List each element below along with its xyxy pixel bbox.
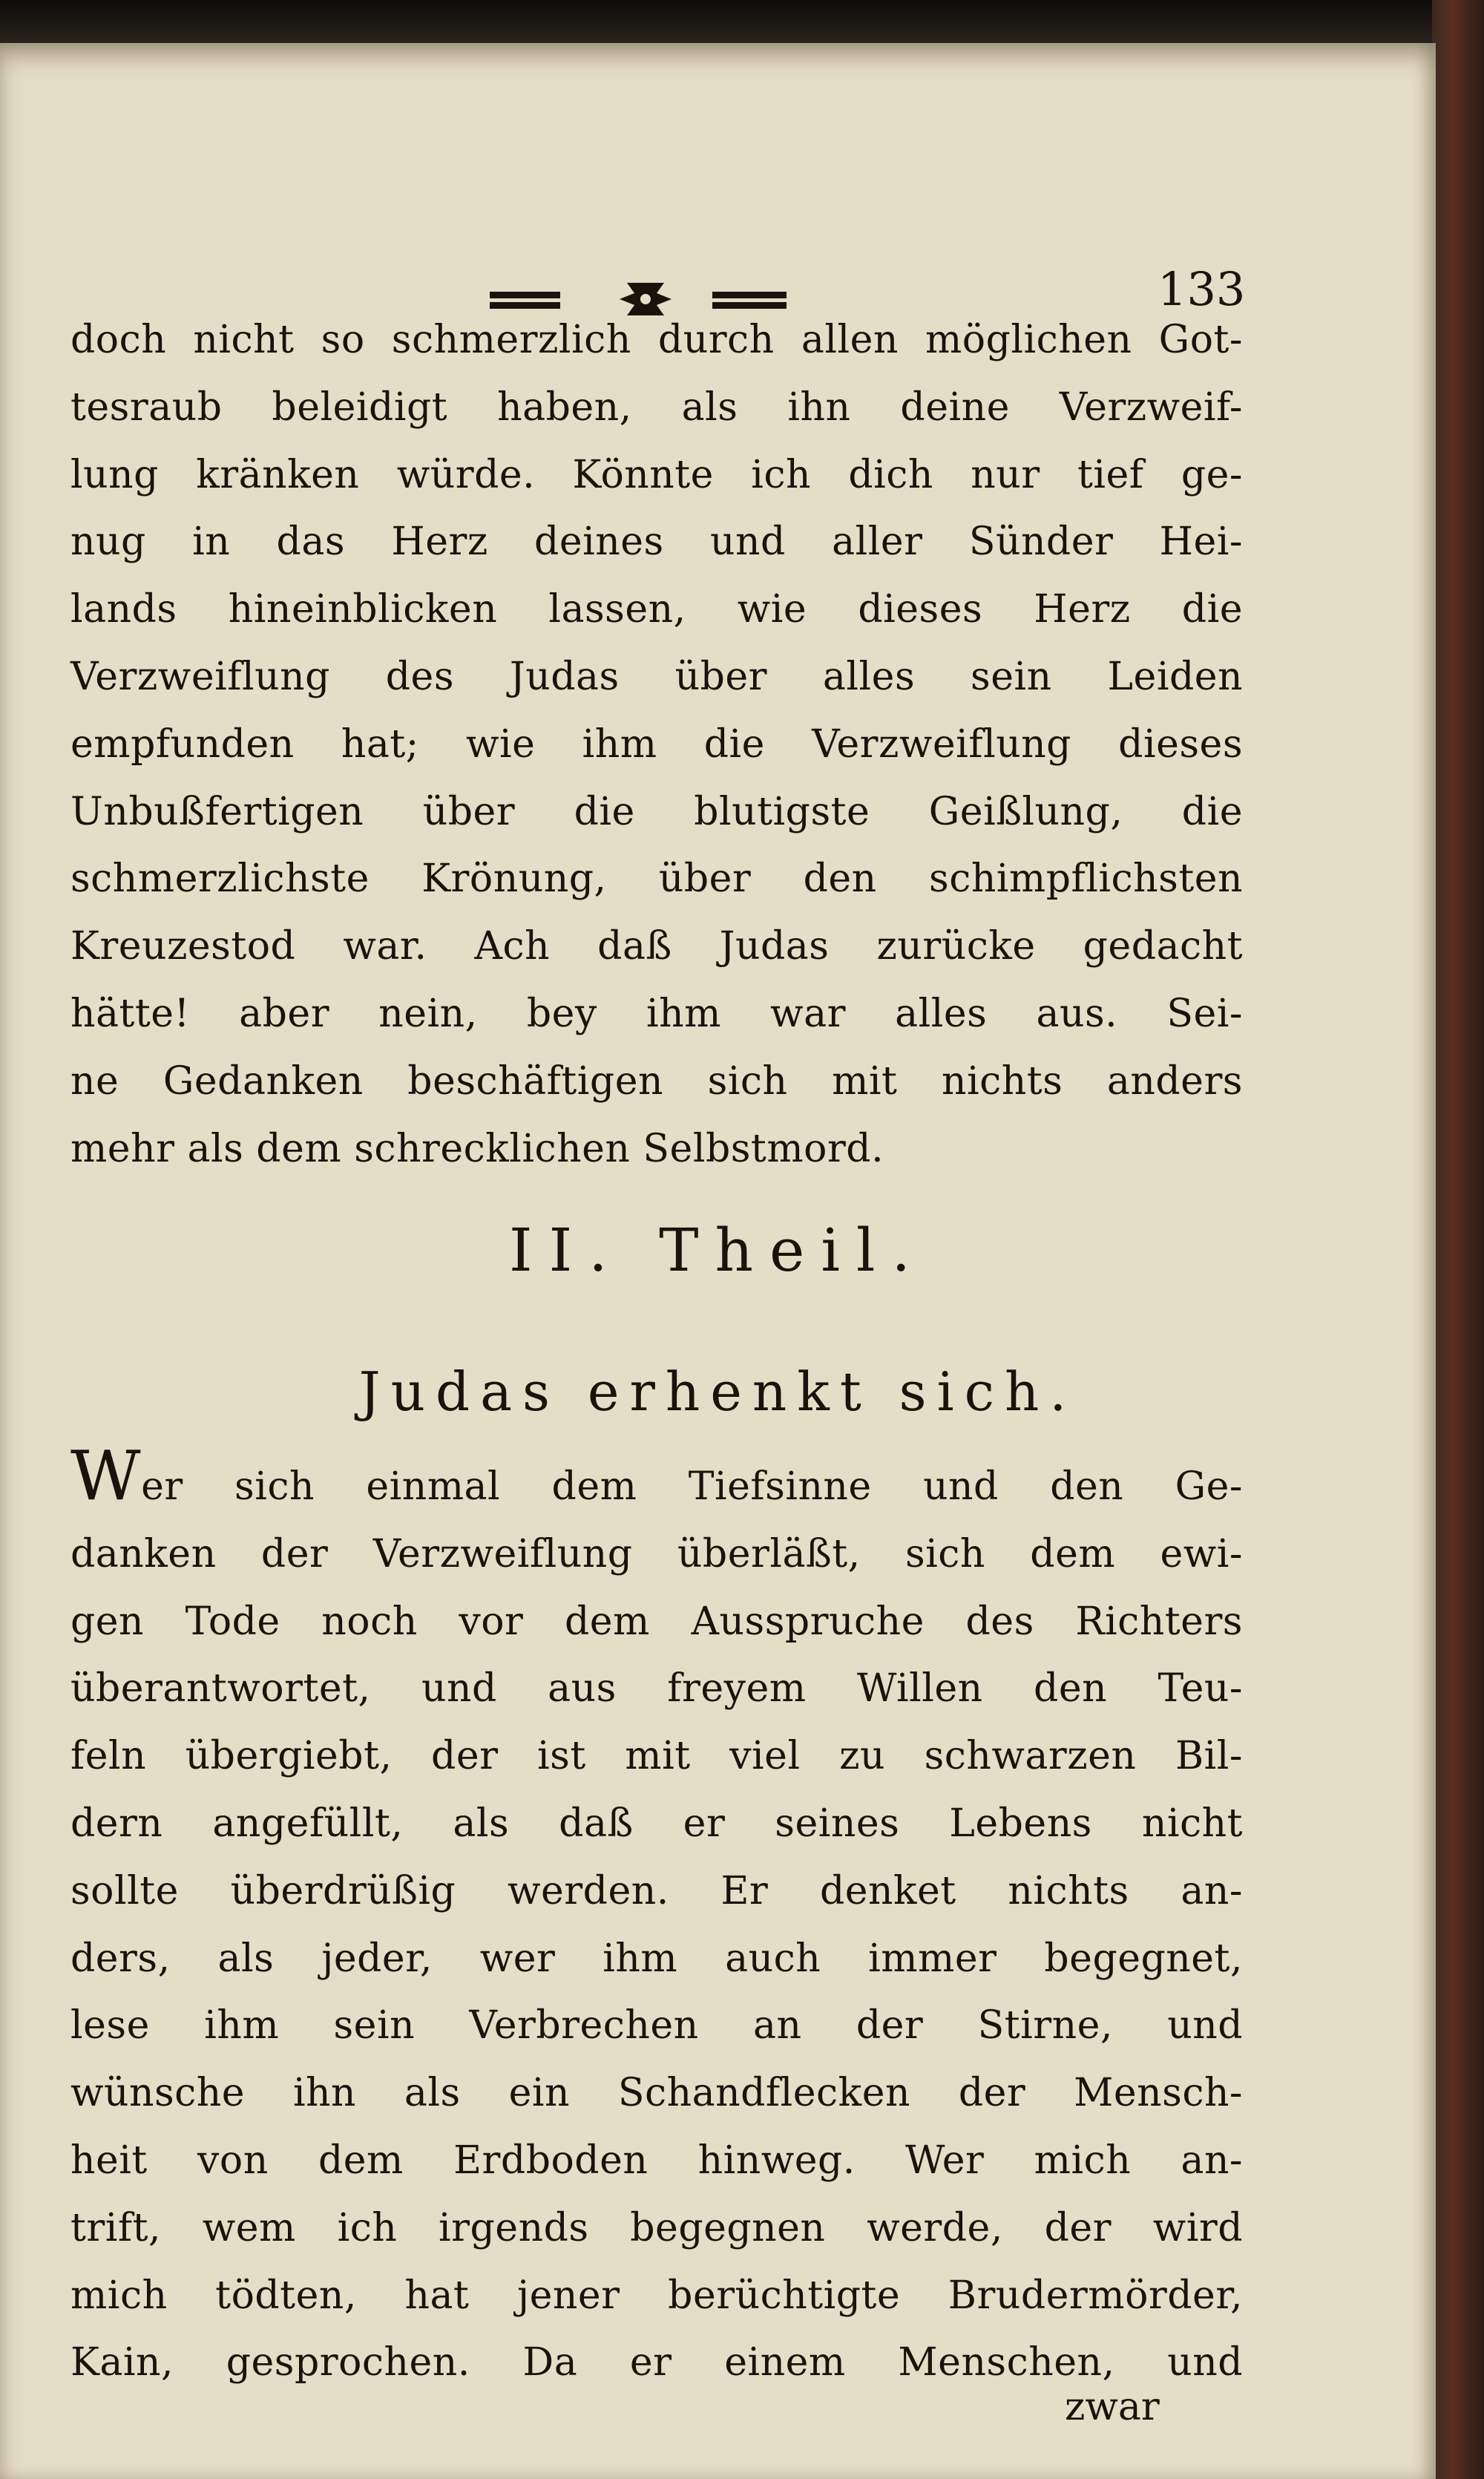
text-line: überantwortet, und aus freyem Willen den Teu-	[70, 1666, 1243, 1712]
text-line: mich tödten, hat jener berüchtigte Brudermörder,	[70, 2273, 1243, 2318]
text-line: lung kränken würde. Könnte ich dich nur tief ge-	[70, 452, 1243, 497]
text-line: gen Tode noch vor dem Ausspruche des Richters	[70, 1599, 1243, 1644]
text-line: lese ihm sein Verbrechen an der Stirne, und	[70, 2003, 1243, 2049]
text-line: tesraub beleidigt haben, als ihn deine Verzweif-	[70, 384, 1243, 430]
text-line: trift, wem ich irgends begegnen werde, der wird	[70, 2205, 1243, 2250]
text-line: danken der Verzweiflung überläßt, sich dem ewi-	[70, 1531, 1243, 1576]
text-line: hätte! aber nein, bey ihm war alles aus. Sei-	[70, 991, 1243, 1036]
text-line: ders, als jeder, wer ihm auch immer begegnet,	[70, 1936, 1243, 1981]
text-line: Kreuzestod war. Ach daß Judas zurücke gedacht	[70, 924, 1243, 969]
text-line: mehr als dem schrecklichen Selbstmord.	[70, 1126, 884, 1171]
text-line: sollte überdrüßig werden. Er denket nichts an-	[70, 1868, 1243, 1913]
text-line: wünsche ihn als ein Schandflecken der Mensch-	[70, 2071, 1243, 2116]
page-header	[0, 225, 1436, 316]
section-title: II. Theil.	[509, 1216, 927, 1285]
first-line-text: er sich einmal dem Tiefsinne und den Ge-	[141, 1464, 1243, 1509]
section-subtitle: Judas erhenkt sich.	[358, 1360, 1077, 1423]
text-line: heit von dem Erdboden hinweg. Wer mich an-	[70, 2138, 1243, 2183]
text-line: dern angefüllt, als daß er seines Lebens nicht	[70, 1801, 1243, 1846]
text-line: empfunden hat; wie ihm die Verzweiflung dieses	[70, 721, 1243, 767]
text-line: feln übergiebt, der ist mit viel zu schwarzen Bil-	[70, 1734, 1243, 1779]
catchword: zwar	[1065, 2385, 1160, 2429]
drop-cap: W	[70, 1436, 142, 1516]
text-line: ne Gedanken beschäftigen sich mit nichts anders	[70, 1058, 1243, 1104]
text-line-first	[70, 1436, 1243, 1521]
page-number: 133	[1158, 262, 1246, 316]
paragraph-1	[70, 307, 1243, 1182]
text-line: schmerzlichste Krönung, über den schimpflichsten	[70, 857, 1243, 902]
text-line: Kain, gesprochen. Da er einem Menschen, und	[70, 2340, 1243, 2385]
text-line: Unbußfertigen über die blutigste Geißlung, die	[70, 789, 1243, 834]
book-binding-edge	[1432, 0, 1484, 2479]
text-line: nug in das Herz deines und aller Sünder Hei-	[70, 520, 1243, 565]
text-line: lands hineinblicken lassen, wie dieses Herz die	[70, 587, 1243, 632]
book-page	[0, 43, 1436, 2479]
book-top-edge	[0, 0, 1484, 45]
text-line: Verzweiflung des Judas über alles sein Leiden	[70, 654, 1243, 699]
text-line: doch nicht so schmerzlich durch allen möglichen Got-	[70, 318, 1243, 362]
paragraph-2	[70, 1436, 1243, 2397]
